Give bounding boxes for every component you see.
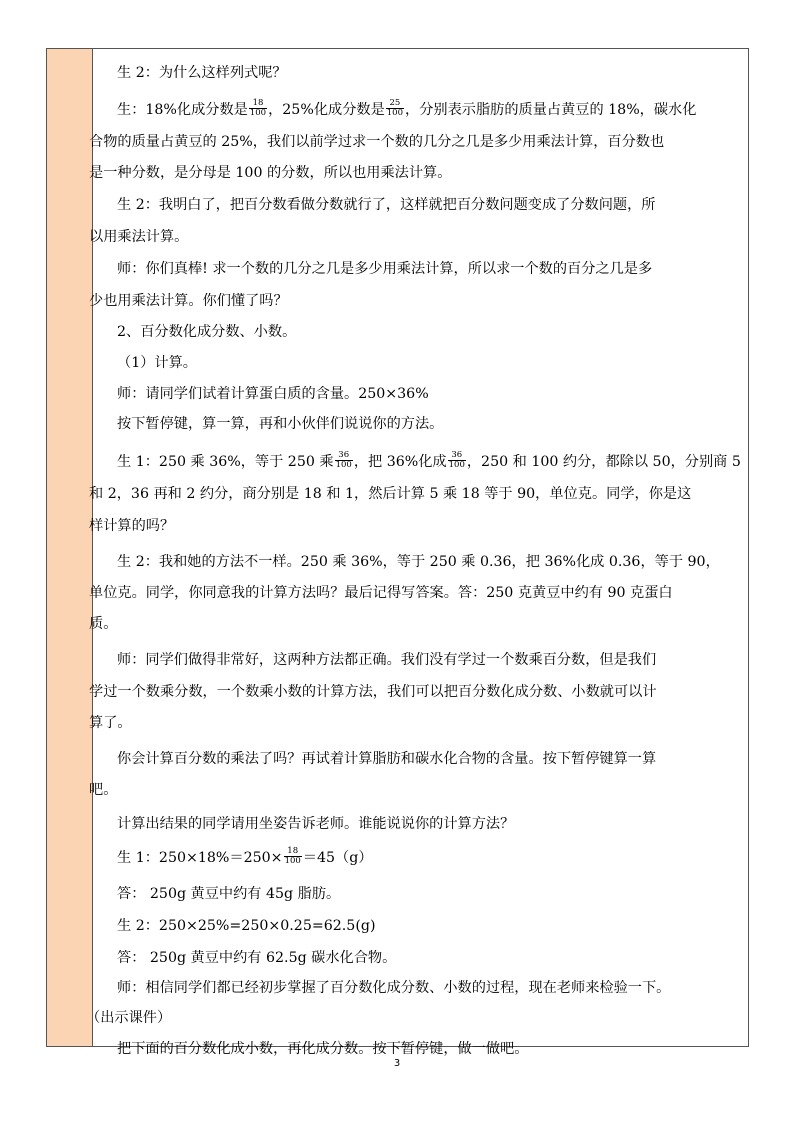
text-line: 师：同学们做得非常好，这两种方法都正确。我们没有学过一个数乘百分数，但是我们	[117, 652, 657, 668]
text-line: 生 2：我和她的方法不一样。250 乘 36%，等于 250 乘 0.36，把 36%化成 0.36，等于 90，	[117, 554, 720, 570]
text-line: 按下暂停键，算一算，再和小伙伴们说说你的方法。	[117, 416, 444, 432]
content-cell	[86, 49, 748, 1057]
text-line	[117, 847, 373, 868]
fraction-18-100	[249, 99, 267, 118]
text-line: 是一种分数，是分母是 100 的分数，所以也用乘法计算。	[89, 165, 452, 181]
text-line: 师：你们真棒! 求一个数的几分之几是多少用乘法计算，所以求一个数的百分之几是多	[117, 261, 653, 277]
text-line: 算了。	[89, 715, 132, 731]
text-line: 单位克。同学，你同意我的计算方法吗？最后记得写答案。答：250 克黄豆中约有 90 克蛋白	[89, 585, 673, 601]
page-number: 3	[393, 1058, 401, 1069]
text-line	[117, 451, 741, 472]
text-line: 生 2：250×25%=250×0.25=62.5(g)	[117, 918, 376, 934]
text-line: （出示课件）	[86, 1010, 172, 1026]
text-line: 计算出结果的同学请用坐姿告诉老师。谁能说说你的计算方法？	[117, 816, 515, 832]
fraction-denominator: 100	[249, 107, 267, 118]
fraction-36-100	[335, 451, 353, 470]
fraction-denominator: 100	[284, 855, 301, 866]
text-segment: 生 1：250×18%＝250×	[117, 850, 283, 866]
text-line: （1）计算。	[117, 355, 197, 371]
fraction-numerator: 18	[284, 847, 302, 857]
text-line: 和 2，36 再和 2 约分，商分别是 18 和 1，然后计算 5 乘 18 等于 90，单位克。同学，你是这	[89, 486, 692, 502]
fraction-denominator: 100	[386, 107, 403, 118]
fraction-numerator: 25	[386, 99, 404, 109]
side-column	[47, 49, 93, 1046]
text-line: 以用乘法计算。	[89, 229, 189, 245]
text-segment: 生 1：250 乘 36%，等于 250 乘	[117, 454, 334, 470]
content-text	[86, 57, 741, 1057]
text-line: 答： 250g 黄豆中约有 62.5g 碳水化合物。	[117, 950, 397, 966]
text-segment: ，分别表示脂肪的质量占黄豆的 18%，碳水化	[405, 102, 697, 118]
lesson-table	[46, 48, 749, 1057]
fraction-18-100	[284, 847, 302, 866]
fraction-36-100	[448, 451, 466, 470]
text-line: 答： 250g 黄豆中约有 45g 脂肪。	[117, 886, 341, 902]
text-line: 师：相信同学们都已经初步掌握了百分数化成分数、小数的过程，现在老师来检验一下。	[117, 980, 671, 996]
text-line: 2、百分数化成分数、小数。	[117, 324, 297, 340]
fraction-denominator: 100	[335, 459, 352, 470]
text-segment: ＝45（g）	[302, 850, 373, 866]
text-line	[117, 99, 696, 120]
text-line: 你会计算百分数的乘法了吗？再试着计算脂肪和碳水化合物的含量。按下暂停键算一算	[117, 751, 657, 767]
text-segment: ，250 和 100 约分，都除以 50，分别商 5	[466, 454, 741, 470]
text-line: 质。	[89, 616, 118, 632]
fraction-denominator: 100	[448, 459, 465, 470]
text-segment: ，把 36%化成	[353, 454, 447, 470]
fraction-numerator: 18	[249, 99, 267, 109]
fraction-25-100	[386, 99, 404, 118]
text-line: 生 2：为什么这样列式呢？	[117, 65, 287, 81]
text-segment: 生：18%化成分数是	[117, 102, 248, 118]
text-line: 把下面的百分数化成小数，再化成分数。按下暂停键，做一做吧。	[117, 1041, 529, 1057]
text-segment: ，25%化成分数是	[268, 102, 385, 118]
text-line: 吧。	[89, 782, 118, 798]
text-line: 合物的质量占黄豆的 25%，我们以前学过求一个数的几分之几是多少用乘法计算，百分数也	[89, 134, 665, 150]
text-line: 师：请同学们试着计算蛋白质的含量。250×36%	[117, 386, 429, 402]
text-line: 样计算的吗？	[89, 518, 175, 534]
text-line: 生 2：我明白了，把百分数看做分数就行了，这样就把百分数问题变成了分数问题，所	[117, 197, 656, 213]
fraction-numerator: 36	[335, 451, 353, 461]
fraction-numerator: 36	[448, 451, 466, 461]
text-line: 学过一个数乘分数，一个数乘小数的计算方法，我们可以把百分数化成分数、小数就可以计	[89, 684, 657, 700]
text-line: 少也用乘法计算。你们懂了吗？	[89, 293, 288, 309]
